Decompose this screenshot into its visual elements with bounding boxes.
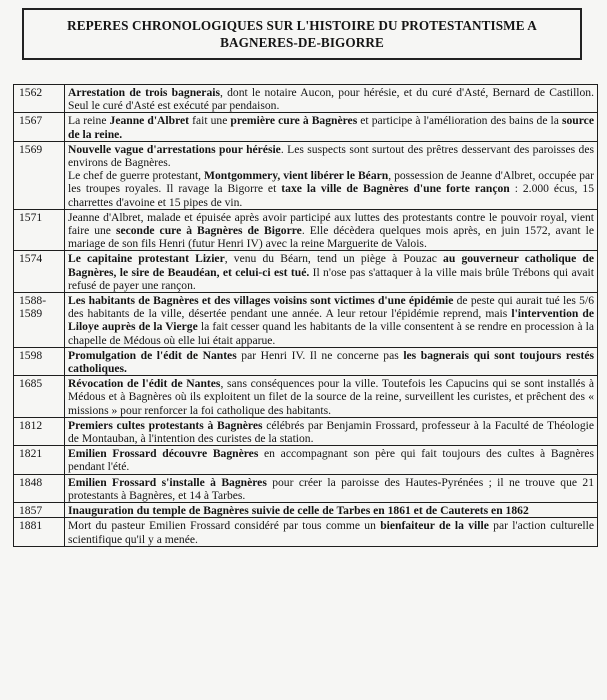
bold-text-segment: Les habitants de Bagnères et des villages voisins sont victimes d'une épidémie bbox=[68, 294, 454, 308]
row-description bbox=[65, 251, 598, 293]
row-description bbox=[65, 293, 598, 348]
bold-text-segment: Révocation de l'édit de Nantes bbox=[68, 377, 221, 391]
text-segment: : 2.000 écus, 15 charrettes d'avoine et 15 pipes de vin. bbox=[68, 182, 594, 209]
chronology-row bbox=[14, 474, 598, 502]
chronology-row bbox=[14, 518, 598, 546]
text-segment: de peste qui aurait tué les 5/6 des habitants de la ville, désertée pendant une année. A leur retour l'épidémie reprend, mais bbox=[68, 294, 594, 321]
bold-text-segment: première cure à Bagnères bbox=[230, 114, 358, 128]
row-year: 1821 bbox=[14, 446, 65, 474]
text-segment: par Henri IV. Il ne concerne pas bbox=[236, 348, 404, 362]
text-segment: , sans conséquences pour la ville. Toutefois les Capucins qui se sont installés à Médous et à Bagnères où ils exploitent un filet de la source de la reine, surveillent les curistes, et prêchent des « missions » pour renforcer la foi catholique des habitants. bbox=[68, 377, 594, 417]
row-year: 1812 bbox=[14, 417, 65, 445]
chronology-row bbox=[14, 347, 598, 375]
text-segment: . Les suspects sont surtout des prêtres desservant des paroisses des environs de Bagnères. bbox=[68, 142, 595, 170]
chronology-row bbox=[14, 376, 598, 418]
row-description bbox=[65, 347, 598, 375]
document-title bbox=[22, 8, 582, 60]
row-year: 1848 bbox=[14, 474, 65, 502]
row-description bbox=[65, 417, 598, 445]
bold-text-segment: Jeanne d'Albret bbox=[109, 114, 190, 128]
bold-text-segment: Montgommery, vient libérer le Béarn bbox=[204, 169, 389, 183]
text-segment: Le chef de guerre protestant, bbox=[68, 169, 205, 183]
bold-text-segment: source de la reine. bbox=[68, 114, 594, 141]
title-line-2: BAGNERES-DE-BIGORRE bbox=[220, 35, 384, 50]
title-line-1: REPERES CHRONOLOGIQUES SUR L'HISTOIRE DU PROTESTANTISME A bbox=[67, 18, 537, 33]
chronology-row bbox=[14, 209, 598, 251]
bold-text-segment: taxe la ville de Bagnères d'une forte rançon bbox=[281, 182, 510, 196]
text-segment: , dont le notaire Aucon, pour hérésie, et du curé d'Asté, Bernard de Castillon. Seul le curé d'Asté est exécuté par pendaison. bbox=[68, 86, 594, 113]
text-segment: Mort du pasteur Emilien Frossard considéré par tous comme un bbox=[68, 519, 381, 533]
chronology-row bbox=[14, 446, 598, 474]
text-segment: Il n'ose pas s'attaquer à la ville mais brûle Trébons qui avait refusé de payer une rançon. bbox=[68, 265, 594, 292]
text-segment: célébrés par Benjamin Frossard, professeur à la Faculté de Théologie de Montauban, à l'intention des curistes de la station. bbox=[68, 418, 595, 446]
bold-text-segment: bienfaiteur de la ville bbox=[380, 519, 489, 533]
row-year: 1685 bbox=[14, 376, 65, 418]
text-segment: La reine bbox=[68, 114, 110, 128]
row-year: 1598 bbox=[14, 347, 65, 375]
row-year: 1574 bbox=[14, 251, 65, 293]
chronology-row bbox=[14, 417, 598, 445]
row-description bbox=[65, 446, 598, 474]
bold-text-segment: seconde cure à Bagnères de Bigorre bbox=[115, 224, 302, 238]
chronology-row bbox=[14, 113, 598, 141]
chronology-row bbox=[14, 141, 598, 209]
row-year: 1571 bbox=[14, 209, 65, 251]
text-segment: et participe à l'amélioration des bains de la bbox=[357, 114, 562, 128]
bold-text-segment: Le capitaine protestant Lizier bbox=[68, 252, 225, 266]
text-segment: , possession de Jeanne d'Albret, occupée par les troupes royales. Il ravage la Bigorre et bbox=[68, 169, 595, 196]
bold-text-segment: les bagnerais qui sont toujours restés catholiques. bbox=[68, 348, 594, 376]
bold-text-segment: Nouvelle vague d'arrestations pour hérésie bbox=[68, 142, 281, 156]
row-description bbox=[65, 113, 598, 141]
row-description bbox=[65, 518, 598, 546]
text-segment: pour créer la paroisse des Hautes-Pyrénées ; il ne trouve que 21 protestants à Bagnères, et 14 à Tarbes. bbox=[68, 475, 594, 502]
chronology-row bbox=[14, 251, 598, 293]
bold-text-segment: Emilien Frossard découvre Bagnères bbox=[68, 447, 259, 461]
row-year: 1569 bbox=[14, 141, 65, 209]
chronology-table bbox=[13, 84, 598, 547]
text-segment: par l'action culturelle scientifique qu'il y a menée. bbox=[68, 519, 595, 546]
row-year: 1588-1589 bbox=[14, 293, 65, 348]
text-segment: Jeanne d'Albret, malade et épuisée après avoir participé aux luttes des protestants contre le pouvoir royal, vient faire une bbox=[68, 210, 594, 238]
bold-text-segment: Inauguration du temple de Bagnères suivie de celle de Tarbes en 1861 et de Cauterets en 1862 bbox=[68, 504, 529, 518]
chronology-table-body bbox=[14, 85, 598, 547]
row-year: 1881 bbox=[14, 518, 65, 546]
chronology-row bbox=[14, 85, 598, 113]
row-year: 1857 bbox=[14, 503, 65, 518]
row-description bbox=[65, 474, 598, 502]
bold-text-segment: Emilien Frossard s'installe à Bagnères bbox=[68, 475, 267, 489]
row-description bbox=[65, 376, 598, 418]
text-segment: . Elle décèdera quelques mois après, en juin 1572, avant le mariage de son fils Henri (futur Henri IV) avec la reine Marguerite de Valois. bbox=[68, 224, 594, 251]
bold-text-segment: Arrestation de trois bagnerais bbox=[68, 86, 220, 99]
row-year: 1562 bbox=[14, 85, 65, 113]
row-description bbox=[65, 141, 598, 209]
row-description bbox=[65, 503, 598, 518]
text-segment: , venu du Béarn, tend un piège à Pouzac bbox=[224, 252, 444, 266]
row-description bbox=[65, 209, 598, 251]
text-segment: en accompagnant son père qui fait toujours des cultes à Bagnères pendant l'été. bbox=[68, 447, 594, 474]
row-year: 1567 bbox=[14, 113, 65, 141]
row-description bbox=[65, 85, 598, 113]
chronology-row bbox=[14, 293, 598, 348]
bold-text-segment: Promulgation de l'édit de Nantes bbox=[68, 348, 237, 362]
bold-text-segment: Premiers cultes protestants à Bagnères bbox=[68, 418, 263, 432]
bold-text-segment: l'intervention de Liloye auprès de la Vierge bbox=[68, 307, 594, 334]
bold-text-segment: au gouverneur catholique de Bagnères, le sire de Beaudéan, et celui-ci est tué. bbox=[68, 252, 594, 279]
text-segment: fait une bbox=[189, 114, 231, 128]
chronology-row bbox=[14, 503, 598, 518]
text-segment: la fait cesser quand les habitants de la ville consentent à se rendre en procession à la chapelle de Médous où elle lui était apparue. bbox=[68, 320, 594, 347]
